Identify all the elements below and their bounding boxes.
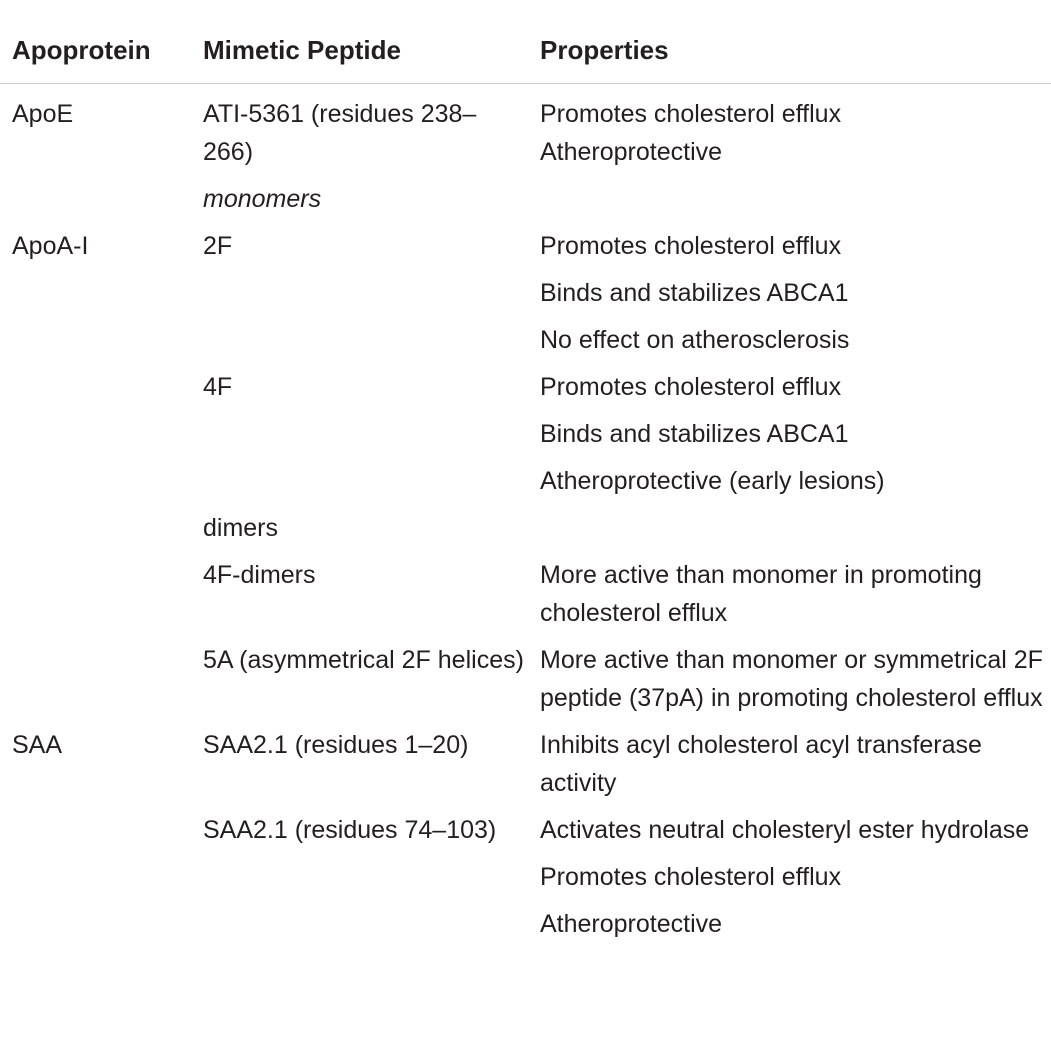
table-row: [0, 312, 1051, 359]
cell-peptide-group-label: monomers: [203, 185, 322, 213]
header-mimetic-peptide: Mimetic Peptide: [203, 23, 540, 84]
cell-apoprotein: [0, 500, 203, 547]
cell-apoprotein: [0, 453, 203, 500]
cell-apoprotein: [0, 547, 203, 632]
table-header: [0, 23, 1051, 84]
cell-peptide: [203, 312, 540, 359]
cell-apoprotein: [0, 312, 203, 359]
cell-peptide: 2F: [203, 232, 233, 260]
cell-properties: Binds and stabilizes ABCA1: [540, 420, 849, 448]
cell-peptide: SAA2.1 (residues 74–103): [203, 816, 497, 844]
cell-apoprotein: [0, 802, 203, 849]
table-row: [0, 171, 1051, 218]
cell-apoprotein: [0, 406, 203, 453]
cell-properties: [540, 84, 1051, 172]
table-row: [0, 359, 1051, 406]
table-row: [0, 406, 1051, 453]
header-row: [0, 23, 1051, 84]
cell-peptide: [203, 453, 540, 500]
table-row: [0, 265, 1051, 312]
cell-properties: Promotes cholesterol efflux: [540, 373, 842, 401]
cell-properties: Promotes cholesterol efflux: [540, 863, 842, 891]
cell-properties: [540, 500, 1051, 547]
cell-apoprotein: [0, 171, 203, 218]
cell-apoprotein: ApoE: [12, 100, 74, 128]
cell-peptide: [203, 265, 540, 312]
table-row: [0, 547, 1051, 632]
cell-peptide: [203, 406, 540, 453]
cell-properties: Activates neutral cholesteryl ester hydrolase: [540, 816, 1030, 844]
cell-properties: Binds and stabilizes ABCA1: [540, 279, 849, 307]
cell-properties: No effect on atherosclerosis: [540, 326, 850, 354]
property-line: Promotes cholesterol efflux: [540, 100, 842, 128]
cell-peptide: 4F: [203, 373, 233, 401]
apoprotein-mimetic-peptide-table: [0, 23, 1051, 943]
cell-apoprotein: [0, 359, 203, 406]
cell-properties: Inhibits acyl cholesterol acyl transferase activity: [540, 731, 982, 797]
table-row: [0, 896, 1051, 943]
cell-apoprotein: [0, 632, 203, 717]
header-apoprotein: Apoprotein: [0, 23, 203, 84]
cell-apoprotein: ApoA-I: [12, 232, 89, 260]
property-line: Atheroprotective: [540, 138, 723, 166]
cell-peptide: [203, 849, 540, 896]
cell-apoprotein: [0, 896, 203, 943]
cell-peptide-group-label: dimers: [203, 514, 279, 542]
cell-peptide: 5A (asymmetrical 2F helices): [203, 646, 524, 674]
header-properties: Properties: [540, 23, 1051, 84]
table-row: [0, 500, 1051, 547]
table-row: [0, 717, 1051, 802]
cell-peptide: ATI-5361 (residues 238–266): [203, 100, 477, 166]
cell-peptide: 4F-dimers: [203, 561, 316, 589]
table-row: [0, 453, 1051, 500]
cell-properties: Promotes cholesterol efflux: [540, 232, 842, 260]
table-body: [0, 84, 1051, 944]
table-row: [0, 632, 1051, 717]
cell-properties: More active than monomer or symmetrical 2F peptide (37pA) in promoting cholesterol efflux: [540, 646, 1043, 712]
cell-properties: [540, 171, 1051, 218]
cell-peptide: [203, 896, 540, 943]
cell-properties: Atheroprotective (early lesions): [540, 467, 885, 495]
cell-properties: More active than monomer in promoting cholesterol efflux: [540, 561, 982, 627]
cell-properties: Atheroprotective: [540, 910, 723, 938]
table-row: [0, 218, 1051, 265]
table-row: [0, 84, 1051, 172]
cell-apoprotein: [0, 849, 203, 896]
cell-peptide: SAA2.1 (residues 1–20): [203, 731, 469, 759]
cell-apoprotein: SAA: [12, 731, 63, 759]
table-row: [0, 802, 1051, 849]
table-row: [0, 849, 1051, 896]
cell-apoprotein: [0, 265, 203, 312]
